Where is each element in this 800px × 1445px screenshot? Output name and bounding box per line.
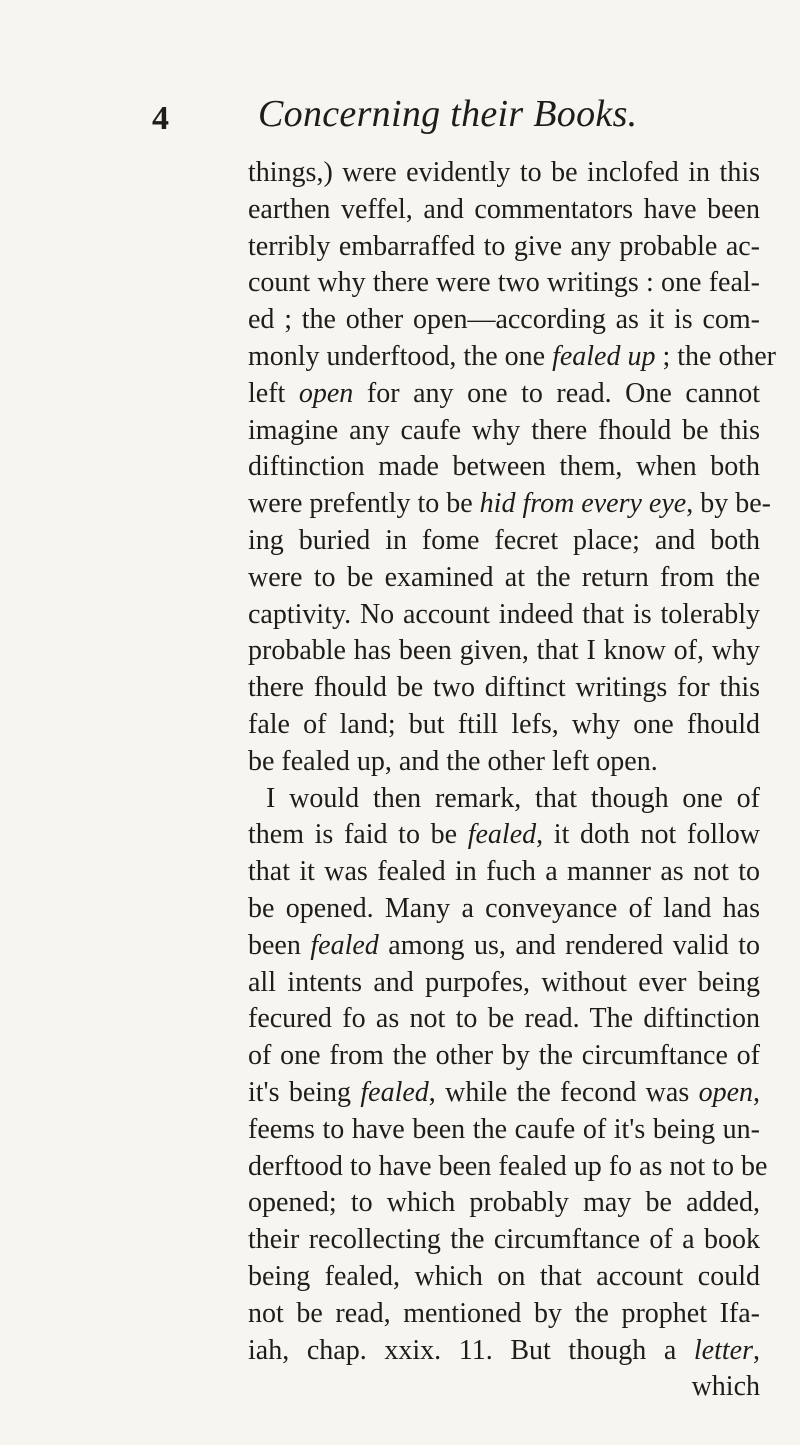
text-span: them is faid to be (248, 819, 468, 851)
page-number: 4 (152, 100, 169, 137)
text-line (248, 339, 777, 376)
text-line (248, 965, 760, 1002)
text-line (248, 891, 760, 928)
text-line (248, 597, 760, 634)
text-line (248, 1038, 760, 1075)
text-line (248, 670, 760, 707)
text-span: diftinction made between them, when both (248, 451, 760, 483)
italic-text: fealed (360, 1076, 429, 1108)
text-line (248, 1333, 760, 1370)
italic-text: fealed (467, 819, 537, 851)
text-line (248, 1369, 760, 1406)
text-line (248, 1259, 760, 1296)
text-span: their recollecting the circumftance of a book (248, 1224, 760, 1256)
page-header (0, 88, 800, 148)
text-span: left (248, 377, 299, 409)
text-span: opened; to which probably may be added, (248, 1187, 760, 1219)
text-span: , while the fecond was (428, 1076, 699, 1108)
text-span: among us, and rendered valid to (378, 929, 760, 961)
text-span: , (753, 1076, 760, 1108)
text-span: of one from the other by the circumftance of (248, 1040, 760, 1072)
text-span: being fealed, which on that account could (248, 1260, 760, 1292)
text-span: , by be- (686, 488, 771, 520)
text-span: not be read, mentioned by the prophet Ifa- (248, 1297, 760, 1329)
text-span: been (248, 929, 311, 961)
text-span: earthen veffel, and commentators have been (248, 193, 760, 225)
text-span: things,) were evidently to be inclofed in this (248, 157, 760, 188)
text-span: probable has been given, that I know of, why (248, 635, 760, 667)
text-span: ed ; the other open—according as it is com- (248, 304, 760, 336)
text-span: for any one to read. One cannot (353, 377, 760, 409)
text-line (248, 449, 760, 486)
text-line (248, 1185, 760, 1222)
text-span: be opened. Many a conveyance of land has (248, 892, 760, 924)
text-line (248, 229, 760, 266)
text-span: which (691, 1371, 760, 1403)
text-span: it's being (248, 1076, 361, 1108)
text-line (248, 1149, 768, 1186)
text-span: were prefently to be (248, 488, 480, 520)
text-line (248, 1112, 760, 1149)
text-span: that it was fealed in fuch a manner as not to (248, 856, 760, 888)
text-span: iah, chap. xxix. 11. But though a (248, 1334, 694, 1366)
body-text (248, 155, 777, 1406)
text-line (248, 265, 760, 302)
text-line (248, 523, 760, 560)
text-span: captivity. No account indeed that is tolerably (248, 598, 760, 630)
text-span: terribly embarraffed to give any probable ac- (248, 230, 760, 262)
text-span: be fealed up, and the other left open. (248, 745, 658, 777)
text-span: were to be examined at the return from the (248, 561, 760, 593)
italic-text: hid from every eye (479, 488, 687, 520)
text-span: ing buried in fome fecret place; and both (248, 524, 760, 556)
text-span: , it doth not follow (536, 819, 760, 851)
text-line (248, 854, 760, 891)
text-span: , (753, 1334, 760, 1366)
text-span: count why there were two writings : one feal- (248, 267, 760, 299)
text-line (248, 744, 760, 781)
italic-text: letter (693, 1334, 753, 1366)
text-span: feems to have been the caufe of it's being un- (248, 1113, 760, 1145)
text-span: derftood to have been fealed up fo as not to be (248, 1150, 768, 1182)
text-line (248, 707, 760, 744)
text-line (248, 192, 760, 229)
text-line (248, 817, 760, 854)
text-span: there fhould be two diftinct writings for this (248, 672, 760, 704)
text-span: I would then remark, that though one of (266, 782, 760, 814)
text-span: fecured fo as not to be read. The diftinction (248, 1003, 760, 1035)
text-span: imagine any caufe why there fhould be this (248, 414, 760, 446)
text-span: fale of land; but ftill lefs, why one fhould (248, 708, 760, 740)
text-line (248, 1001, 760, 1038)
text-line (248, 1222, 760, 1259)
text-line (248, 1296, 760, 1333)
text-line (248, 633, 760, 670)
text-line (248, 376, 760, 413)
text-span: monly underftood, the one (248, 340, 553, 372)
running-head: Concerning their Books. (258, 93, 638, 135)
text-line (248, 781, 760, 818)
italic-text: fealed up (552, 340, 656, 372)
text-span: all intents and purpofes, without ever being (248, 966, 760, 998)
italic-text: open (298, 377, 354, 409)
text-line (248, 560, 760, 597)
italic-text: open (698, 1076, 753, 1108)
text-line (248, 155, 760, 192)
text-line (248, 486, 771, 523)
text-line (248, 413, 760, 450)
text-span: ; the other (655, 340, 777, 372)
text-line (248, 1075, 760, 1112)
text-line (248, 928, 760, 965)
italic-text: fealed (310, 929, 379, 961)
text-line (248, 302, 760, 339)
